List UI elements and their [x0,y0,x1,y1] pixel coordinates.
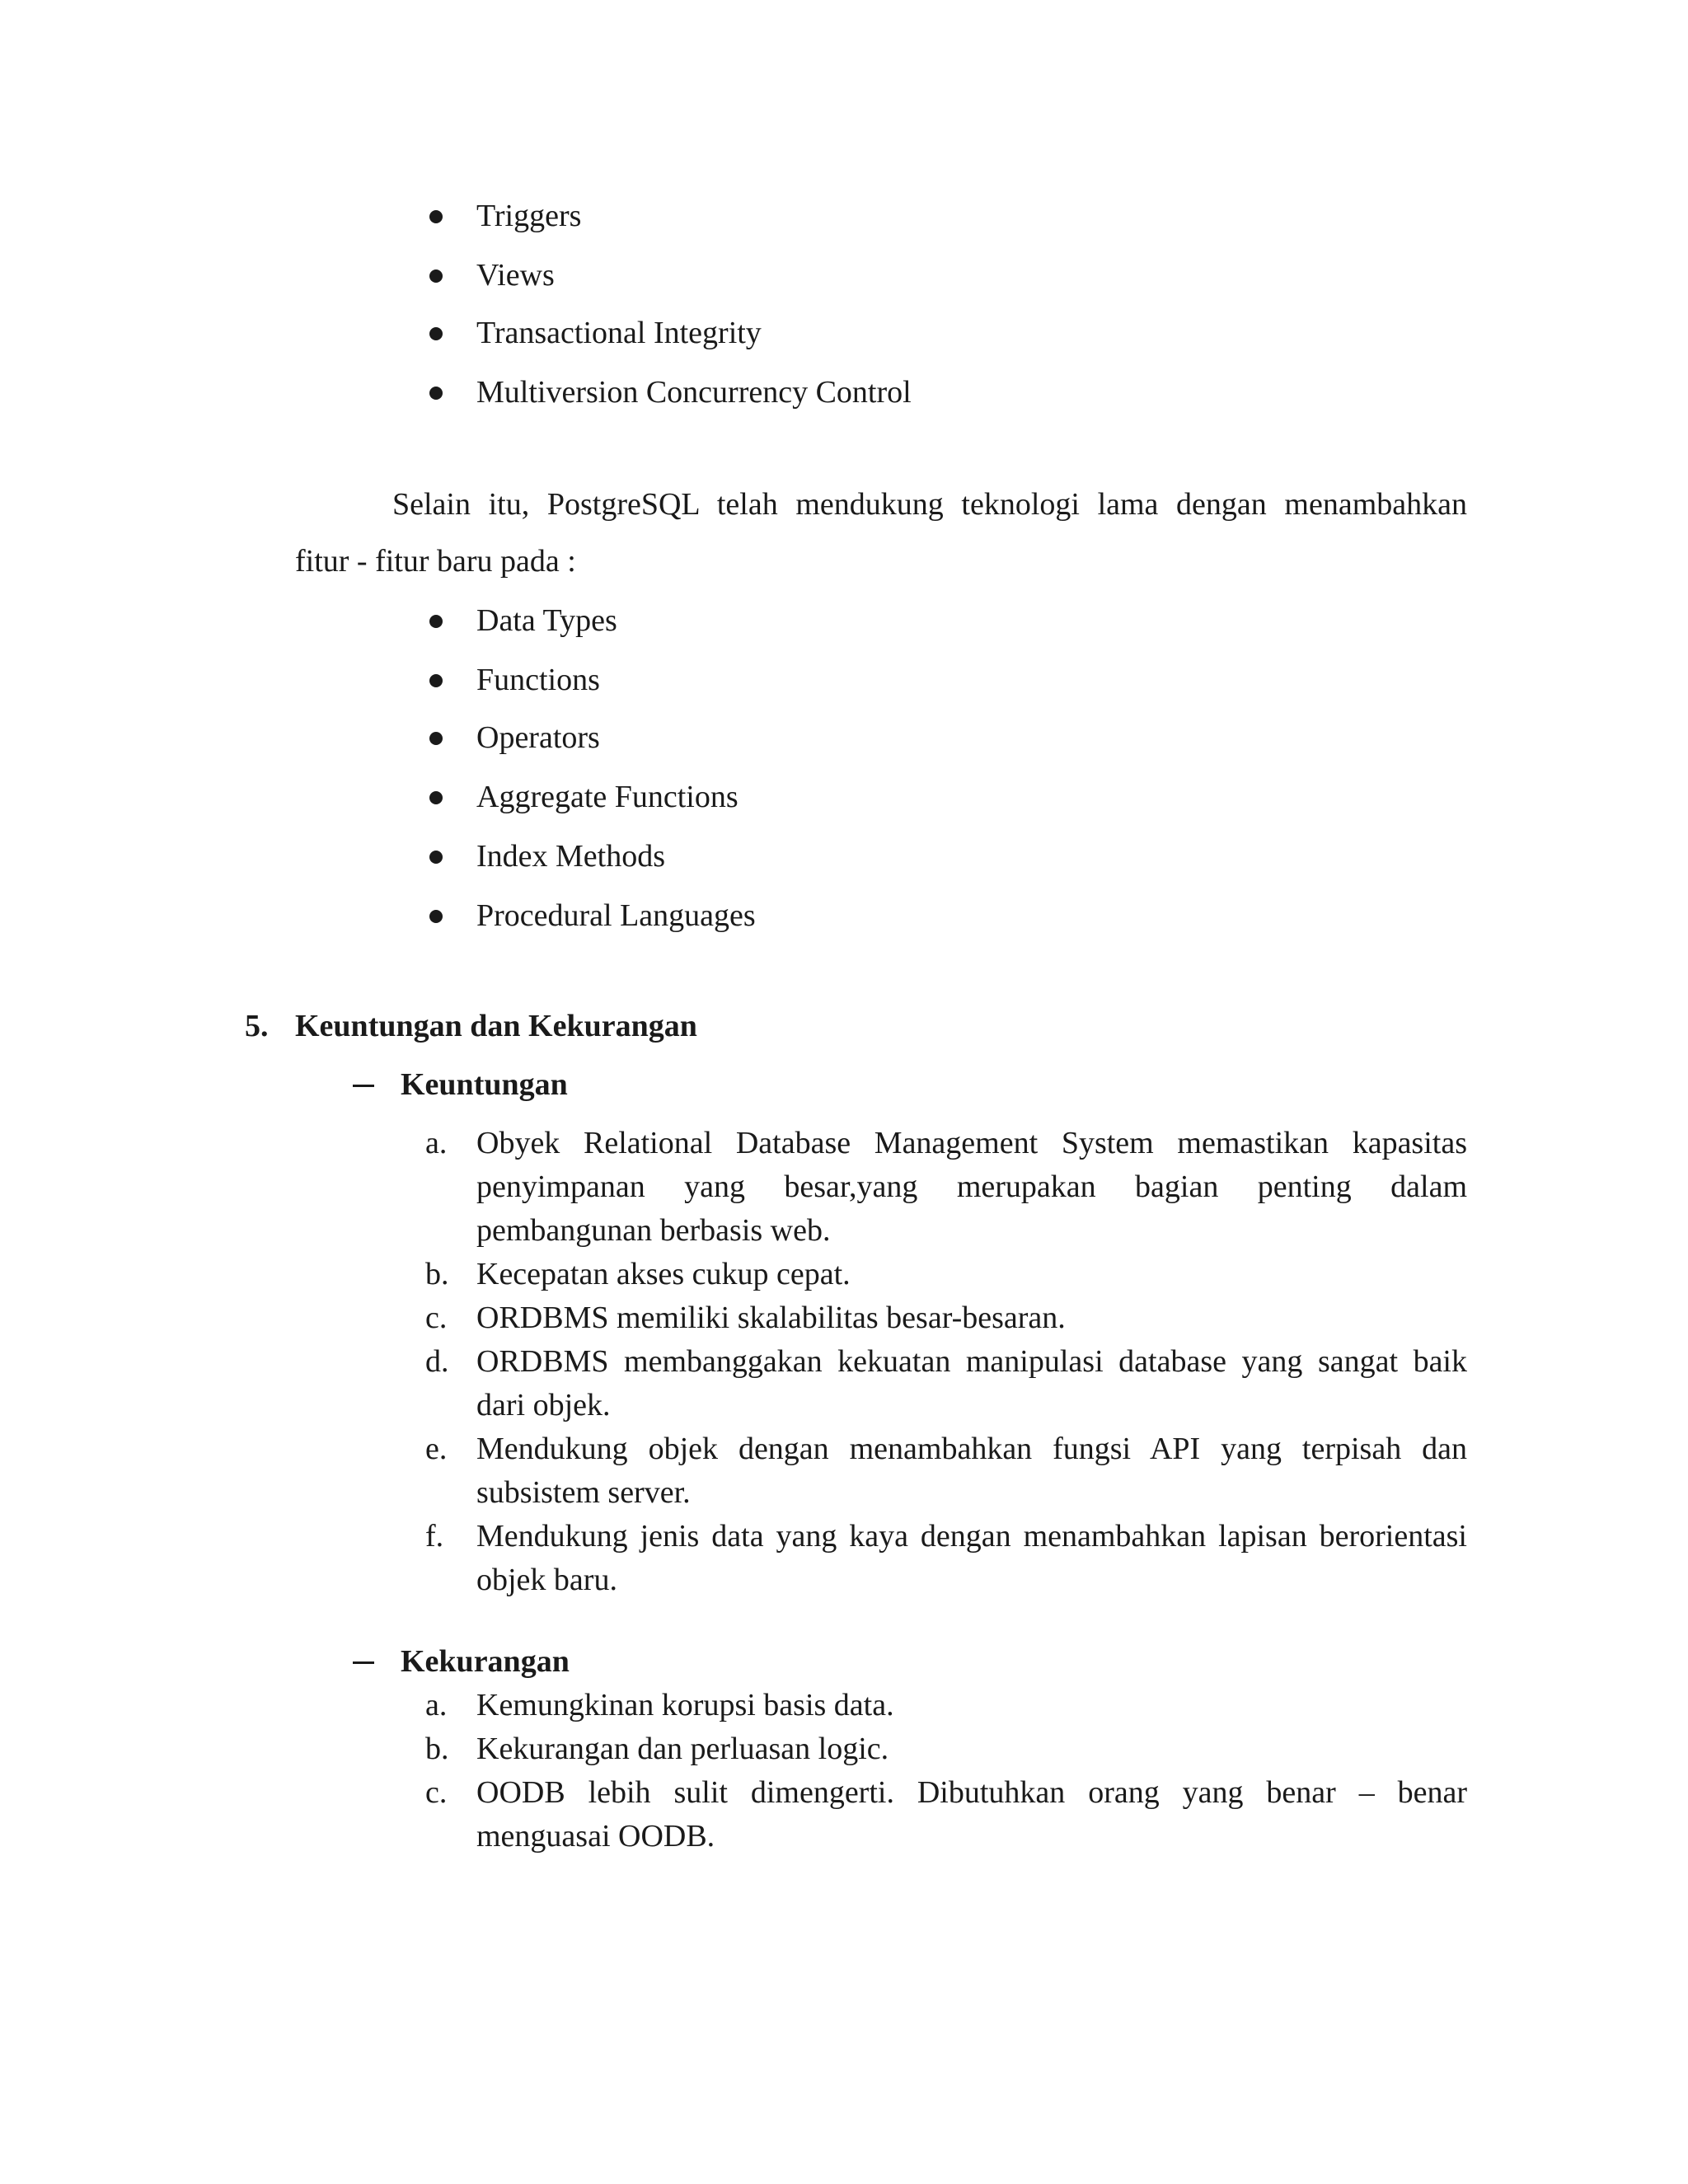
list-item-line: subsistem server. [476,1475,691,1510]
subsection-title: Keuntungan [401,1067,568,1102]
bullet-icon [429,615,443,628]
list-item-line: Kecepatan akses cukup cepat. [476,1257,851,1291]
list-item: Transactional Integrity [0,309,1688,359]
list-item-line: Mendukung jenis data yang kaya dengan menambahkan lapisan berorientasi [476,1521,1467,1554]
list-marker: f. [425,1519,444,1554]
section-number: 5. [245,1009,269,1043]
list-item-line: objek baru. [476,1563,617,1597]
bullet-icon [429,327,443,340]
list-marker: b. [425,1732,449,1766]
bullet-icon [429,387,443,400]
list-marker: c. [425,1301,448,1335]
list-item: Aggregate Functions [0,773,1688,823]
list-item-line: dari objek. [476,1388,611,1422]
list-item: Operators [0,714,1688,763]
dash-icon [353,1085,374,1087]
paragraph-line: fitur - fitur baru pada : [295,544,576,579]
list-item-line: pembangunan berbasis web. [476,1213,831,1248]
bullet-icon [429,910,443,923]
bullet-icon [429,674,443,687]
list-item: Data Types [0,597,1688,646]
list-marker: c. [425,1775,448,1810]
list-item: Triggers [0,192,1688,241]
list-marker: a. [425,1688,448,1722]
bullet-icon [429,210,443,223]
paragraph-line: Selain itu, PostgreSQL telah mendukung teknologi lama dengan menambahkan [392,489,1467,522]
list-item-line: ORDBMS membanggakan kekuatan manipulasi database yang sangat baik [476,1346,1467,1379]
list-item: Functions [0,656,1688,705]
list-marker: e. [425,1432,448,1466]
bullet-icon [429,791,443,804]
list-item: Views [0,251,1688,301]
list-item-line: Kemungkinan korupsi basis data. [476,1688,894,1722]
list-marker: b. [425,1257,449,1291]
bullet-icon [429,851,443,864]
list-item-line: Mendukung objek dengan menambahkan fungsi API yang terpisah dan [476,1433,1467,1466]
list-item-line: Kekurangan dan perluasan logic. [476,1732,889,1766]
list-item: Index Methods [0,832,1688,882]
list-item-line: OODB lebih sulit dimengerti. Dibutuhkan orang yang benar – benar [476,1777,1467,1810]
list-item-line: ORDBMS memiliki skalabilitas besar-besaran. [476,1301,1066,1335]
list-item: Multiversion Concurrency Control [0,368,1688,418]
list-item: Procedural Languages [0,892,1688,941]
list-marker: d. [425,1344,449,1379]
subsection-title: Kekurangan [401,1644,570,1679]
list-item-line: penyimpanan yang besar,yang merupakan bagian penting dalam [476,1171,1467,1204]
list-item-line: menguasai OODB. [476,1819,715,1854]
list-marker: a. [425,1126,448,1160]
list-item-line: Obyek Relational Database Management System memastikan kapasitas [476,1127,1467,1160]
dash-icon [353,1661,374,1664]
bullet-icon [429,732,443,745]
section-title: Keuntungan dan Kekurangan [295,1009,697,1043]
bullet-icon [429,269,443,283]
